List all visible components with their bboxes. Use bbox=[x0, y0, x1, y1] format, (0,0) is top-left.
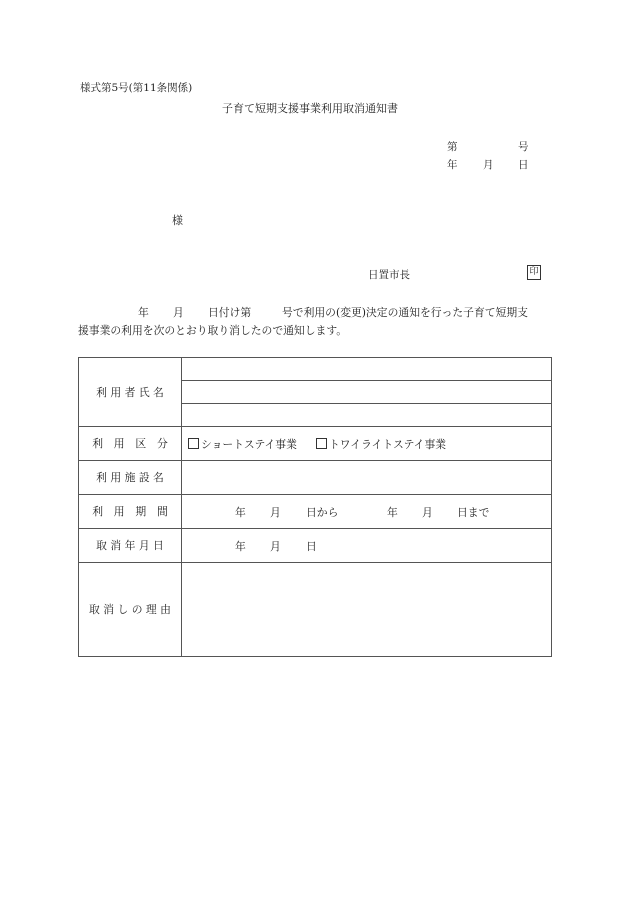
form-number: 様式第5号(第11条関係) bbox=[80, 82, 193, 94]
period-start-year: 年 bbox=[235, 506, 246, 519]
period-value bbox=[182, 495, 551, 528]
row-reason bbox=[79, 563, 551, 656]
body-month: 月 bbox=[173, 306, 184, 319]
addressee-honorific: 様 bbox=[172, 214, 183, 227]
body-year: 年 bbox=[138, 306, 149, 319]
user-name-value bbox=[182, 358, 551, 426]
cancel-date-day: 日 bbox=[306, 540, 317, 553]
row-cancel-date bbox=[79, 529, 551, 563]
cancel-date-value bbox=[182, 529, 551, 562]
cancel-date-label: 取 消 年 月 日 bbox=[79, 529, 182, 562]
period-end-year: 年 bbox=[387, 506, 398, 519]
option-twilight-stay[interactable] bbox=[316, 437, 446, 452]
option-short-stay-label: ショートステイ事業 bbox=[201, 438, 297, 451]
document-date-year: 年 bbox=[447, 159, 458, 171]
reason-value bbox=[182, 563, 551, 656]
facility-value bbox=[182, 461, 551, 494]
period-end-day: 日まで bbox=[457, 506, 490, 519]
cancel-date-month: 月 bbox=[270, 540, 281, 553]
checkbox-icon[interactable] bbox=[316, 438, 327, 449]
document-date-day: 日 bbox=[518, 159, 529, 171]
period-end-month: 月 bbox=[422, 506, 433, 519]
facility-label: 利 用 施 設 名 bbox=[79, 461, 182, 494]
cancellation-form-table bbox=[78, 357, 552, 657]
user-name-divider bbox=[182, 403, 551, 404]
row-usage-type bbox=[79, 427, 551, 461]
row-facility bbox=[79, 461, 551, 495]
usage-type-value bbox=[182, 427, 551, 460]
option-short-stay[interactable] bbox=[188, 437, 297, 452]
user-name-label: 利 用 者 氏 名 bbox=[79, 358, 182, 426]
issuer-name: 日置市長 bbox=[368, 269, 410, 281]
document-number-prefix: 第 bbox=[447, 141, 458, 153]
document-title: 子育て短期支援事業利用取消通知書 bbox=[222, 102, 398, 115]
document-date-month: 月 bbox=[483, 159, 494, 171]
row-user-name bbox=[79, 358, 551, 427]
body-dated-number: 日付け第 bbox=[208, 306, 252, 319]
user-name-divider bbox=[182, 380, 551, 381]
period-label: 利 用 期 間 bbox=[79, 495, 182, 528]
reason-label: 取 消 し の 理 由 bbox=[79, 563, 182, 656]
row-period bbox=[79, 495, 551, 529]
document-number-suffix: 号 bbox=[518, 141, 529, 153]
period-start-day: 日から bbox=[306, 506, 339, 519]
option-twilight-stay-label: トワイライトステイ事業 bbox=[329, 438, 447, 451]
checkbox-icon[interactable] bbox=[188, 438, 199, 449]
body-text-rest: 号で利用の(変更)決定の通知を行った子育て短期支 bbox=[282, 306, 528, 319]
period-start-month: 月 bbox=[270, 506, 281, 519]
body-text-line-2: 援事業の利用を次のとおり取り消したので通知します。 bbox=[78, 324, 348, 337]
usage-type-label: 利 用 区 分 bbox=[79, 427, 182, 460]
cancel-date-year: 年 bbox=[235, 540, 246, 553]
seal-mark: 印 bbox=[527, 265, 541, 280]
